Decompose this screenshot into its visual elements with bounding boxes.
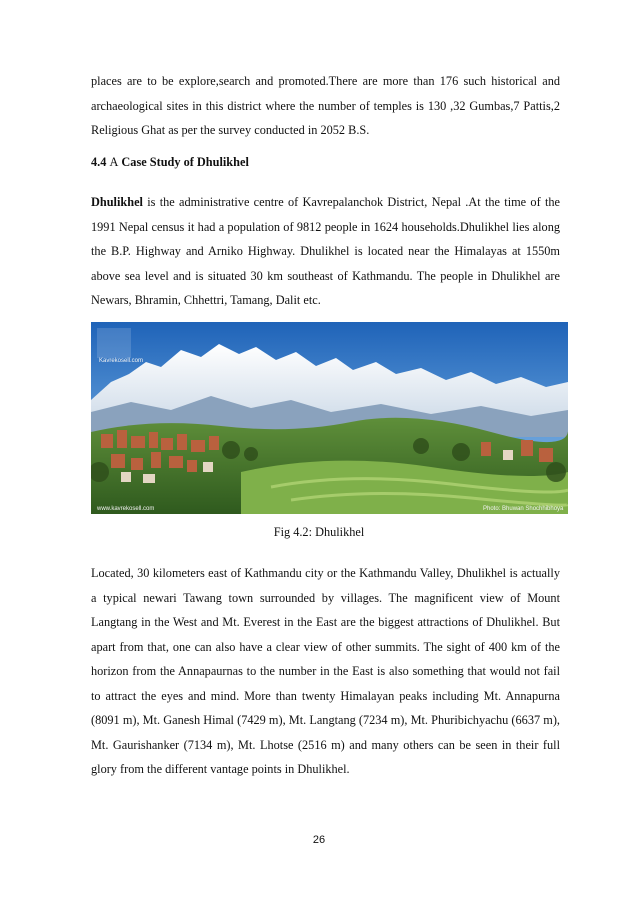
photo-logo: Kavrekosell.com: [99, 358, 144, 364]
description-paragraph: Located, 30 kilometers east of Kathmandu city or the Kathmandu Valley, Dhulikhel is actually a typical newari Tawang town surrounded by villages. The magnificent view of Mount Langtang in the West and Mt. Everest in the East are the biggest attractions of Dhulikhel. But apart from that, one can also have a clear view of other summits. The sight of 400 km of the horizon from the Annapaurnas to the number in the East is also something that would not fail to attract the eyes and mind. More than twenty Himalayan peaks including Mt. Annapurna (8091 m), Mt. Ganesh Himal (7429 m), Mt. Langtang (7234 m), Mt. Phuribichyachu (6637 m), Mt. Gaurishanker (7134 m), Mt. Lhotse (2516 m) and many others can be seen in their full glory from the different vantage points in Dhulikhel.: [91, 566, 560, 776]
section-article: A: [109, 155, 119, 169]
photo-watermark-left: www.kavrekosell.com: [97, 506, 155, 512]
case-study-text: is the administrative centre of Kavrepalanchok District, Nepal .At the time of the 1991 Nepal census it had a population of 9812 people in 1624 households.Dhulikhel lies along the B.P. Highway and Arniko Highway. Dhulikhel is located near the Himalayas at 1550m above sea level and is situated 30 km southeast of Kathmandu. The people in Dhulikhel are Newars, Bhramin, Chhettri, Tamang, Dalit etc.: [91, 195, 560, 307]
section-title: Case Study of Dhulikhel: [121, 155, 249, 169]
case-study-paragraph: [91, 190, 560, 313]
intro-paragraph: places are to be explore,search and promoted.There are more than 176 such historical and archaeological sites in this district where the number of temples is 130 ,32 Gumbas,7 Pattis,2 Religious Ghat as per the survey conducted in 2052 B.S.: [91, 74, 560, 137]
page-number: 26: [312, 834, 326, 846]
section-number: 4.4: [91, 155, 107, 169]
figure-caption: Fig 4.2: Dhulikhel: [273, 525, 365, 539]
section-heading: [91, 153, 249, 171]
photo-watermark-right: Photo: Bhuwan Shochhibhoya: [483, 506, 564, 512]
case-study-lead: Dhulikhel: [91, 195, 143, 209]
dhulikhel-photo: [91, 322, 568, 514]
